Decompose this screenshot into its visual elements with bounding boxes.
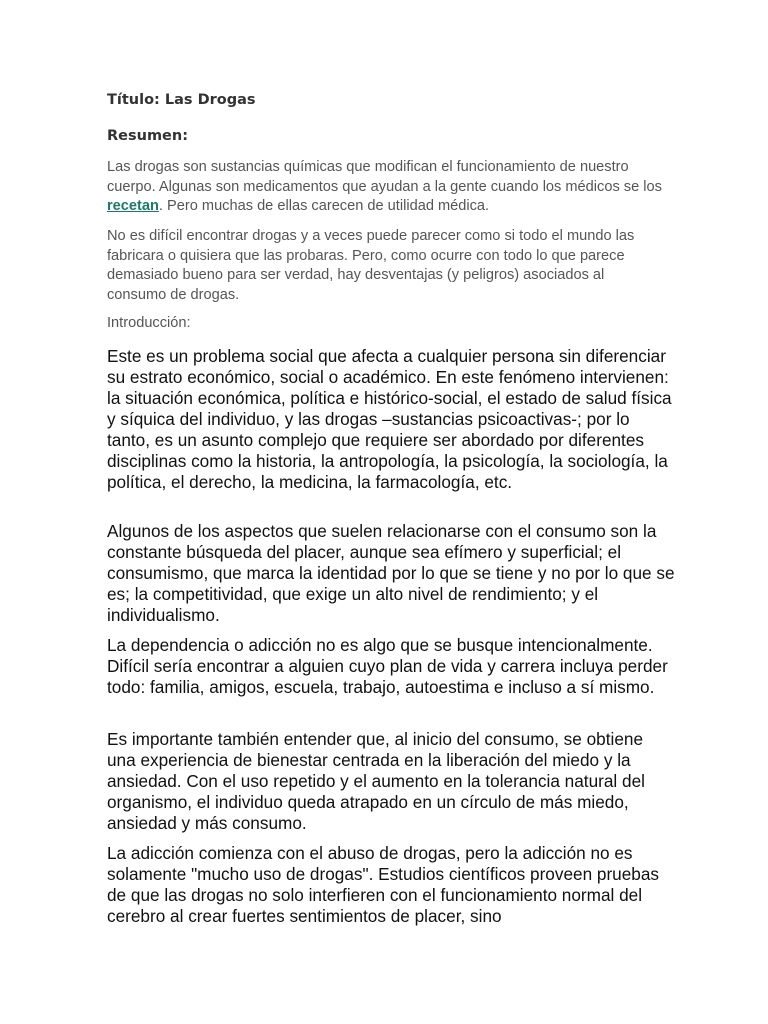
introduccion-heading: Introducción: [107, 315, 191, 331]
resumen-paragraph-1 [107, 158, 667, 217]
intro-paragraph-1: Este es un problema social que afecta a cualquier persona sin diferenciar su estrato económico, social o académico. En este fenómeno intervienen: la situación económica, política e histórico-social, el estado de salud física y síquica del individuo, y las drogas –sustancias psicoactivas-; por lo tanto, es un asunto complejo que requiere ser abordado por diferentes disciplinas como la historia, la antropología, la psicología, la sociología, la política, el derecho, la medicina, la farmacología, etc. [107, 346, 672, 492]
document-title: Título: Las Drogas [107, 92, 256, 108]
resumen-text-end: . Pero muchas de ellas carecen de utilidad médica. [158, 198, 490, 214]
resumen-text-start: Las drogas son sustancias químicas que modifican el funcionamiento de nuestro cuerpo. Algunas son medicamentos que ayudan a la gente cuando los médicos se los [107, 159, 662, 195]
intro-paragraph-4: Es importante también entender que, al inicio del consumo, se obtiene una experiencia de bienestar centrada en la liberación del miedo y la ansiedad. Con el uso repetido y el aumento en la tolerancia natural del organismo, el individuo queda atrapado en un círculo de más miedo, ansiedad y más consumo. [107, 729, 645, 833]
resumen-heading: Resumen: [107, 128, 189, 144]
resumen-paragraph-2: No es difícil encontrar drogas y a veces puede parecer como si todo el mundo las fabricara o quisiera que las probaras. Pero, como ocurre con todo lo que parece demasiado bueno para ser verdad, hay desventajas (y peligros) asociados al consumo de drogas. [107, 228, 635, 303]
intro-paragraph-3: La dependencia o adicción no es algo que se busque intencionalmente. Difícil sería encontrar a alguien cuyo plan de vida y carrera incluya perder todo: familia, amigos, escuela, trabajo, autoestima e incluso a sí mismo. [107, 635, 668, 697]
recetan-link[interactable]: recetan [107, 198, 159, 214]
intro-paragraph-5: La adicción comienza con el abuso de drogas, pero la adicción no es solamente "mucho uso de drogas". Estudios científicos proveen pruebas de que las drogas no solo interfieren con el funcionamiento normal del cerebro al crear fuertes sentimientos de placer, sino [107, 843, 660, 926]
intro-paragraph-2: Algunos de los aspectos que suelen relacionarse con el consumo son la constante búsqueda del placer, aunque sea efímero y superficial; el consumismo, que marca la identidad por lo que se tiene y no por lo que se es; la competitividad, que exige un alto nivel de rendimiento; y el individualismo. [107, 521, 675, 625]
